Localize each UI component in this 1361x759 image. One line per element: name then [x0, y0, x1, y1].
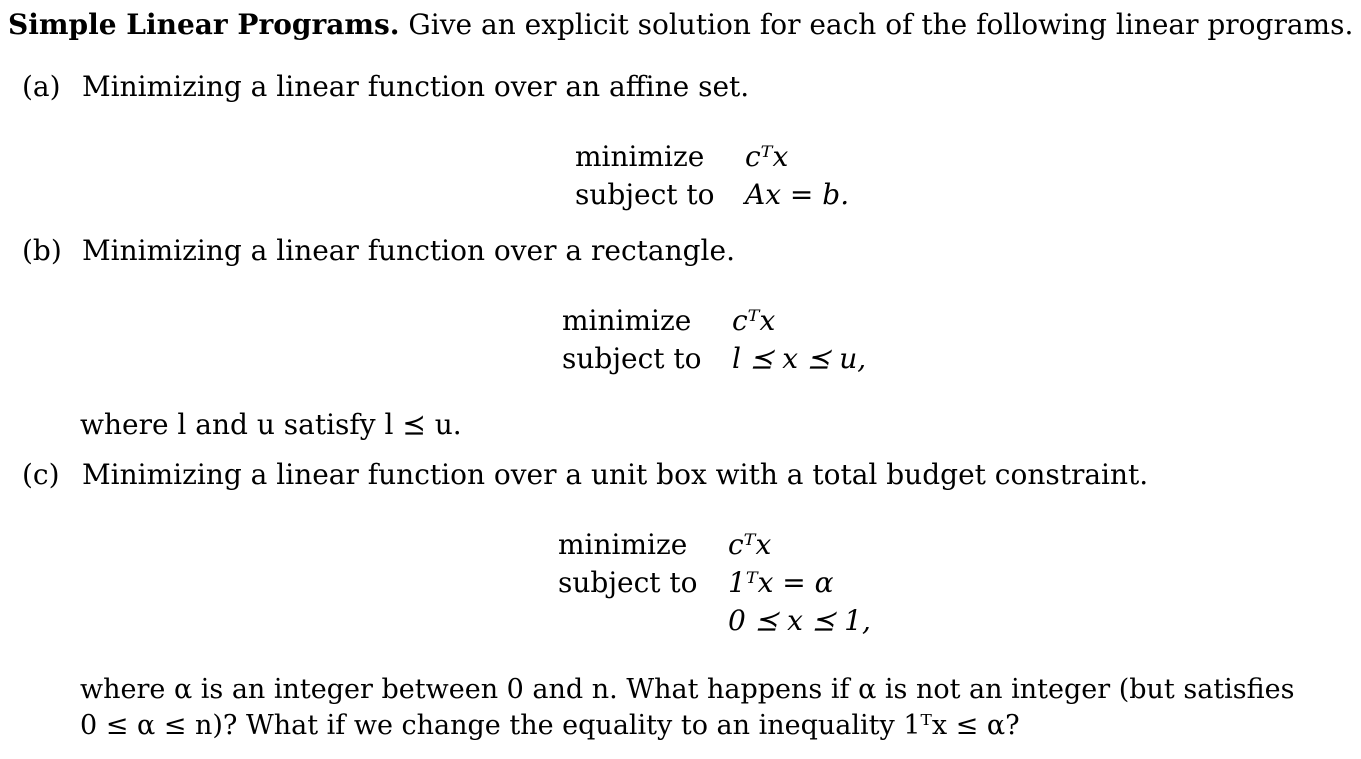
part-a-description: Minimizing a linear function over an affine set.: [82, 70, 750, 103]
part-c-objective-row: [558, 526, 871, 564]
part-c-note-line-2: 0 ≤ α ≤ n)? What if we change the equality to an inequality 1ᵀx ≤ α?: [80, 710, 1020, 741]
part-b-objective-row: [562, 302, 866, 340]
part-b-constraint-row: [562, 340, 866, 378]
part-b-objective: cᵀx: [732, 304, 776, 337]
part-b-description: Minimizing a linear function over a rectangle.: [82, 234, 735, 267]
part-c-note-line-1: where α is an integer between 0 and n. What happens if α is not an integer (but satisfies: [80, 674, 1295, 705]
part-c-subject-to-keyword: subject to: [558, 566, 698, 599]
problem-intro: Give an explicit solution for each of the following linear programs.: [408, 8, 1354, 41]
part-a-constraint-row: [575, 176, 849, 214]
part-c-description: Minimizing a linear function over a unit box with a total budget constraint.: [82, 458, 1149, 491]
part-c-objective: cᵀx: [728, 528, 772, 561]
part-a-objective-row: [575, 138, 849, 176]
part-a-heading: [22, 70, 749, 104]
part-a-objective-text: cᵀx: [745, 140, 789, 173]
part-a-constraint: Ax = b.: [745, 178, 850, 211]
part-a-objective: [745, 138, 788, 176]
part-a-label: (a): [22, 70, 61, 103]
part-c-constraint-row-2: [558, 602, 871, 640]
part-a-program: [575, 138, 849, 214]
part-b-program: [562, 302, 866, 378]
part-b-note: where l and u satisfy l ⪯ u.: [80, 408, 462, 441]
part-b-label: (b): [22, 234, 62, 267]
part-c-constraint-row-1: [558, 564, 871, 602]
part-b-constraint: l ⪯ x ⪯ u,: [732, 342, 867, 375]
part-c-constraint-1: 1ᵀx = α: [728, 566, 834, 599]
part-a-minimize-keyword: minimize: [575, 140, 705, 173]
part-b-minimize-keyword: minimize: [562, 304, 692, 337]
problem-title: Simple Linear Programs.: [8, 8, 400, 41]
part-c-heading: [22, 458, 1148, 492]
part-c-constraint-2: 0 ⪯ x ⪯ 1,: [728, 604, 871, 637]
part-c-label: (c): [22, 458, 60, 491]
part-b-subject-to-keyword: subject to: [562, 342, 702, 375]
part-c-program: [558, 526, 871, 640]
part-a-subject-to-keyword: subject to: [575, 178, 715, 211]
problem-header: [8, 8, 1353, 42]
part-b-heading: [22, 234, 735, 268]
part-c-minimize-keyword: minimize: [558, 528, 688, 561]
